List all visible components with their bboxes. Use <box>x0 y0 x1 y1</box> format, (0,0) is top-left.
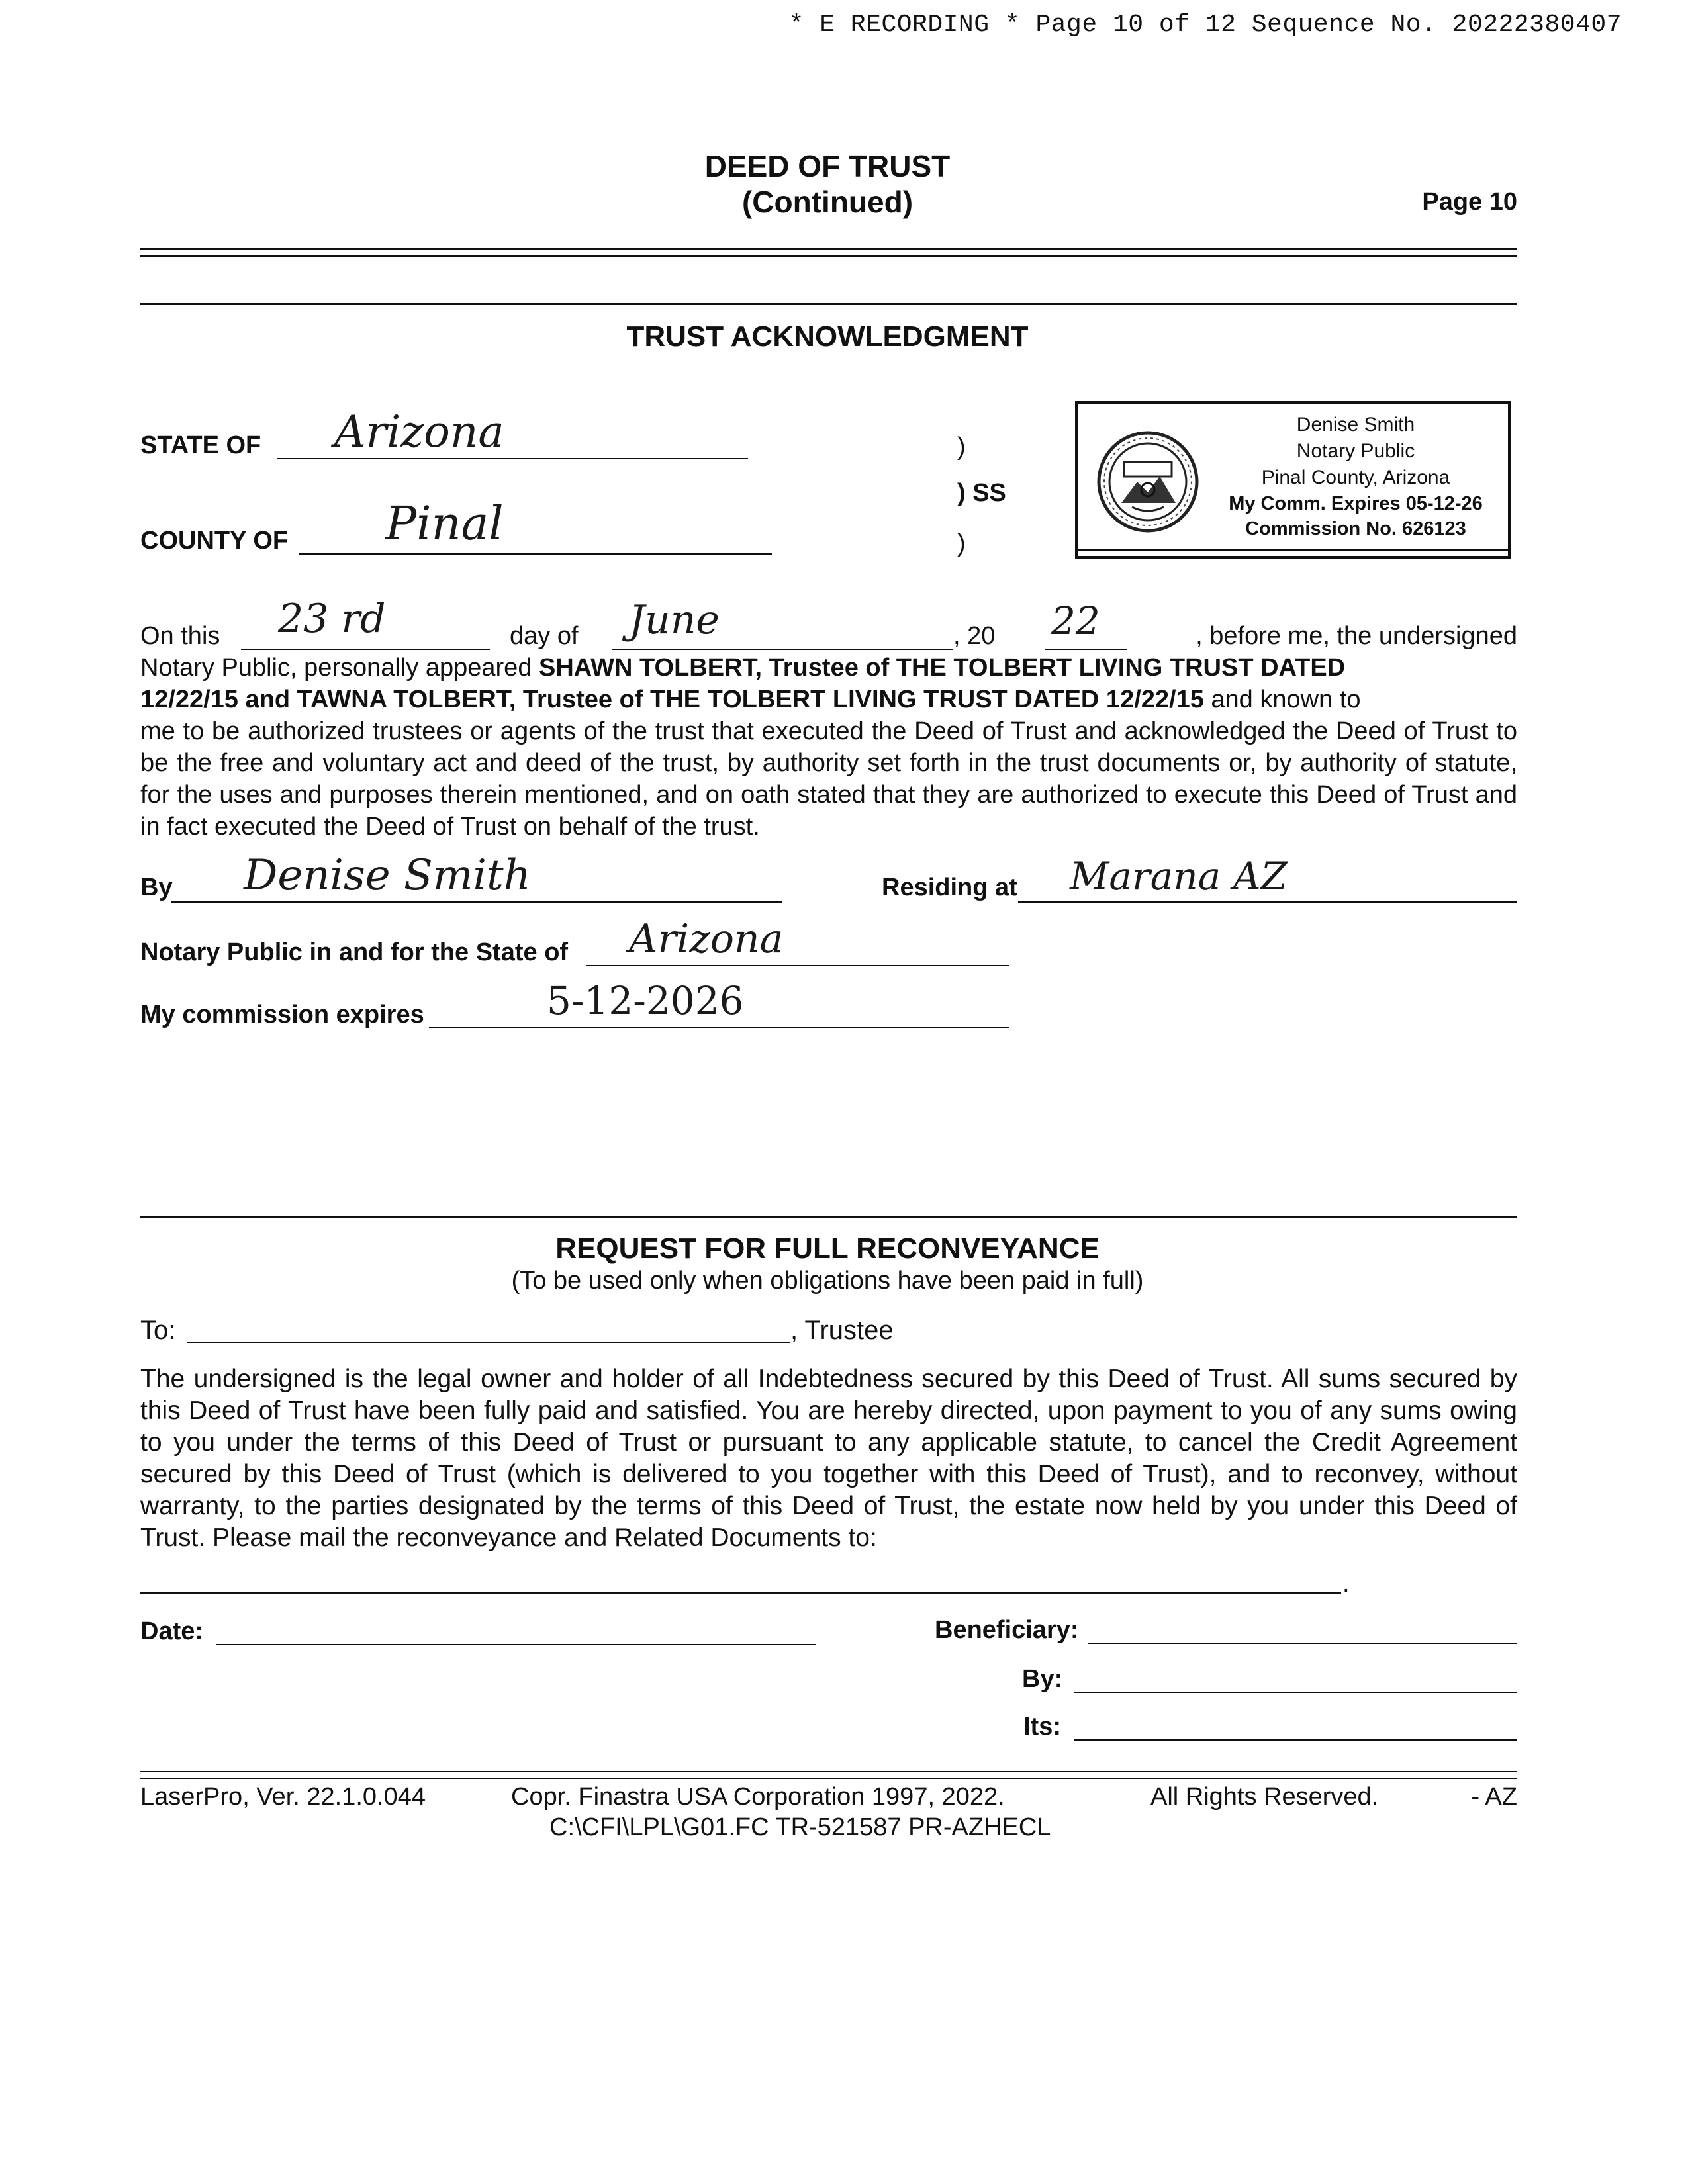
paren-ss: ) SS <box>957 479 1006 507</box>
notary-seal-stamp <box>1075 401 1511 559</box>
reconveyance-by-label: By: <box>1022 1665 1063 1693</box>
reconveyance-rule <box>140 1216 1517 1218</box>
seal-expiration: My Comm. Expires 05-12-26 <box>1229 493 1483 514</box>
trustee-1-name: SHAWN TOLBERT, Trustee of THE TOLBERT LIVING TRUST DATED <box>539 654 1346 682</box>
reconveyance-title: REQUEST FOR FULL RECONVEYANCE <box>555 1232 1100 1265</box>
notary-line-3-plain: and known to <box>1203 686 1361 713</box>
seal-notary-name: Denise Smith <box>1296 414 1415 435</box>
residing-label: Residing at <box>882 874 1017 901</box>
paren-3: ) <box>957 529 966 557</box>
footer-rule-2 <box>140 1778 1517 1779</box>
notary-state-value-handwritten: Arizona <box>629 916 784 962</box>
county-underline <box>299 553 772 555</box>
month-underline <box>612 649 953 650</box>
footer-copyright: Copr. Finastra USA Corporation 1997, 2022. <box>511 1783 1005 1811</box>
twenty-prefix: , 20 <box>953 622 996 650</box>
day-value-handwritten: 23 rd <box>278 596 386 642</box>
notary-state-underline <box>586 965 1009 966</box>
footer-path: C:\CFI\LPL\G01.FC TR-521587 PR-AZHECL <box>549 1813 1051 1841</box>
trustee-2-name: 12/22/15 and TAWNA TOLBERT, Trustee of THE TOLBERT LIVING TRUST DATED 12/22/15 <box>140 686 1204 713</box>
commission-underline <box>429 1027 1009 1028</box>
notary-line-2 <box>140 652 1517 684</box>
on-this-text: On this <box>140 622 220 650</box>
seal-county: Pinal County, Arizona <box>1261 467 1450 488</box>
residing-underline <box>1018 901 1517 903</box>
footer-state: - AZ <box>1471 1783 1517 1811</box>
day-underline <box>241 649 490 650</box>
acknowledgment-title: TRUST ACKNOWLEDGMENT <box>626 320 1029 353</box>
residing-value-handwritten: Marana AZ <box>1070 854 1288 899</box>
acknowledgment-body: me to be authorized trustees or agents of the trust that executed the Deed of Trust and acknowledged the Deed of Trust to be the free and voluntary act and deed of the trust, by authority set forth in the trust documents or, by authority of statute, for the uses and purposes therein mentioned, and on oath stated that they are authorized to execute this Deed of Trust and in fact executed the Deed of Trust on behalf of the trust. <box>140 717 1517 841</box>
state-value-handwritten: Arizona <box>334 406 504 457</box>
recording-header: * E RECORDING * Page 10 of 12 Sequence No. 20222380407 <box>788 11 1622 39</box>
commission-label: My commission expires <box>140 1001 424 1028</box>
notary-line-2-plain: Notary Public, personally appeared <box>140 654 539 682</box>
paren-1: ) <box>957 433 966 461</box>
document-subtitle: (Continued) <box>741 185 914 219</box>
header-rule-1 <box>140 248 1517 250</box>
state-underline <box>277 458 748 459</box>
footer-rights: All Rights Reserved. <box>1150 1783 1379 1811</box>
before-me-text: , before me, the undersigned <box>1196 622 1517 650</box>
trustee-label: , Trustee <box>790 1316 894 1345</box>
state-seal-icon <box>1095 429 1201 535</box>
by-underline <box>171 901 782 903</box>
document-title: DEED OF TRUST <box>704 149 951 183</box>
footer-rule-1 <box>140 1771 1517 1772</box>
date-label: Date: <box>140 1617 204 1645</box>
date-underline <box>216 1644 816 1645</box>
year-value-handwritten: 22 <box>1051 598 1100 643</box>
section-rule <box>140 303 1517 305</box>
header-rule-2 <box>140 255 1517 257</box>
to-label: To: <box>140 1316 176 1345</box>
commission-value-handwritten: 5-12-2026 <box>547 978 744 1023</box>
notary-signature: Denise Smith <box>244 851 531 900</box>
page-label: Page 10 <box>1422 188 1517 216</box>
notary-state-label: Notary Public in and for the State of <box>140 938 569 966</box>
its-label: Its: <box>1023 1713 1061 1741</box>
month-value-handwritten: June <box>629 597 720 643</box>
seal-notary-title: Notary Public <box>1296 440 1415 462</box>
mailing-address-underline <box>140 1592 1341 1594</box>
county-label: COUNTY OF <box>140 527 289 555</box>
reconveyance-by-underline <box>1074 1692 1517 1693</box>
by-label: By <box>140 874 173 901</box>
day-of-text: day of <box>510 622 579 650</box>
notary-line-3 <box>140 684 1517 715</box>
beneficiary-label: Beneficiary: <box>935 1616 1079 1644</box>
reconveyance-body: The undersigned is the legal owner and holder of all Indebtedness secured by this Deed of Trust. All sums secured by this Deed of Trust have been fully paid and satisfied. You are hereby directed, upon payment to you of any sums owing to you under the terms of this Deed of Trust or pursuant to any applicable statute, to cancel the Credit Agreement secured by this Deed of Trust (which is delivered to you together with this Deed of Trust), and to reconvey, without warranty, to the parties designated by the terms of this Deed of Trust, the estate now held by you under this Deed of Trust. Please mail the reconveyance and Related Documents to: <box>140 1365 1517 1552</box>
reconveyance-subtitle: (To be used only when obligations have been paid in full) <box>511 1267 1144 1295</box>
its-underline <box>1074 1739 1517 1741</box>
seal-commission-number: Commission No. 626123 <box>1245 518 1466 539</box>
county-value-handwritten: Pinal <box>385 496 504 551</box>
mailing-period: . <box>1342 1570 1350 1598</box>
beneficiary-underline <box>1088 1643 1517 1644</box>
state-label: STATE OF <box>140 432 261 459</box>
seal-bottom-rule <box>1078 549 1508 551</box>
footer-version: LaserPro, Ver. 22.1.0.044 <box>140 1783 426 1811</box>
year-underline <box>1045 649 1127 650</box>
to-trustee-underline <box>187 1342 790 1343</box>
